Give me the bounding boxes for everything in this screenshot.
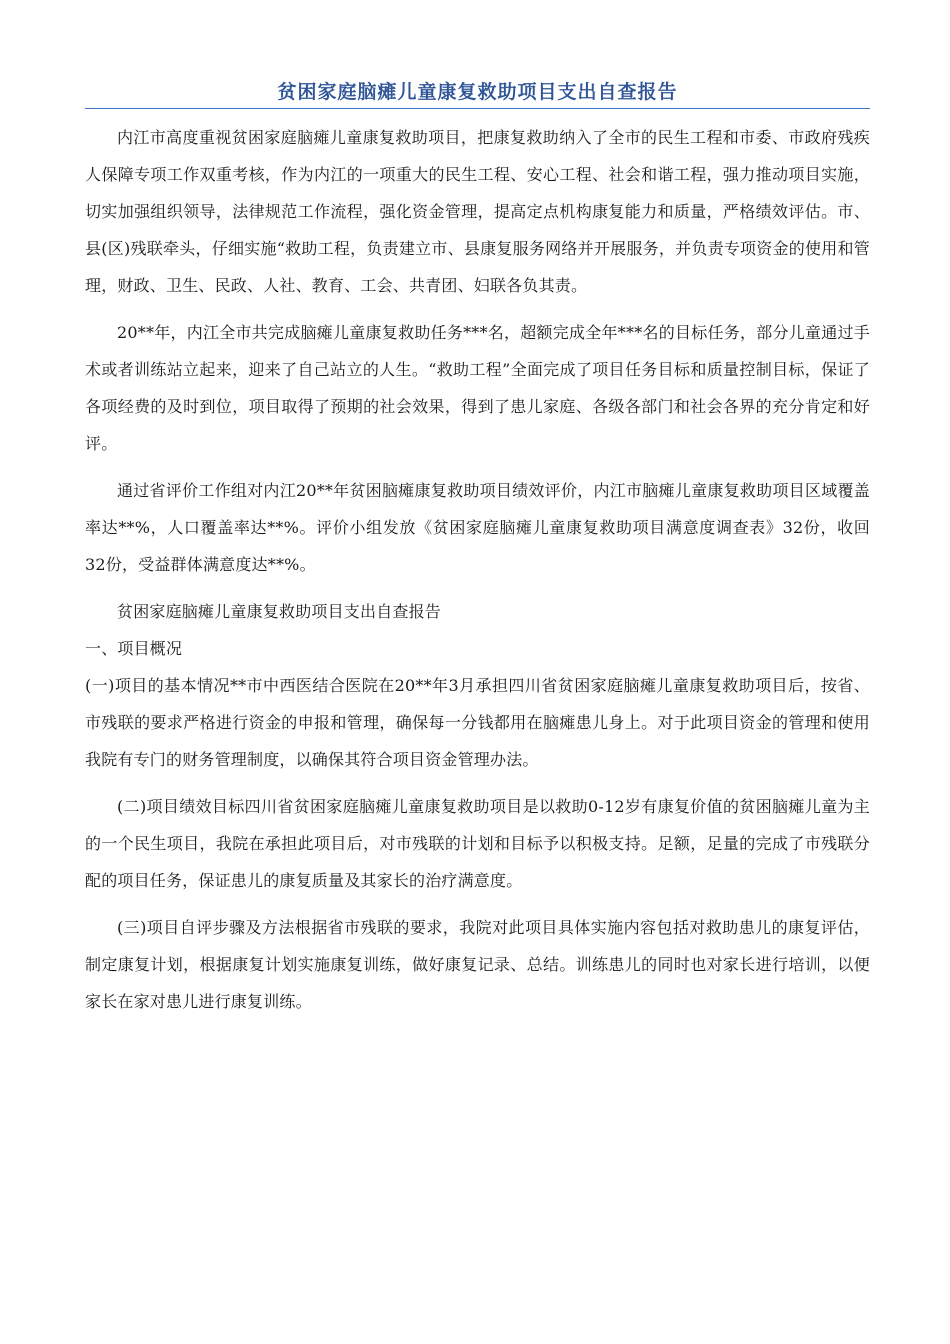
paragraph-performance-goals: (二)项目绩效目标四川省贫困家庭脑瘫儿童康复救助项目是以救助0-12岁有康复价值的贫困脑瘫儿童为主的一个民生项目，我院在承担此项目后，对市残联的计划和目标予以积极支持。足额，足量的完成了市残联分配的项目任务，保证患儿的康复质量及其家长的治疗满意度。 <box>85 797 870 890</box>
section-heading-overview: 一、项目概况 <box>85 639 183 658</box>
document-page <box>85 78 870 1030</box>
paragraph-results: 20**年，内江全市共完成脑瘫儿童康复救助任务***名，超额完成全年***名的目标任务，部分儿童通过手术或者训练站立起来，迎来了自己站立的人生。“救助工程”全面完成了项目任务目标和质量控制目标，保证了各项经费的及时到位，项目取得了预期的社会效果，得到了患儿家庭、各级各部门和社会各界的充分肯定和好评。 <box>85 323 870 453</box>
paragraph-report-heading: 贫困家庭脑瘫儿童康复救助项目支出自查报告 <box>117 602 442 621</box>
paragraph-self-evaluation: (三)项目自评步骤及方法根据省市残联的要求，我院对此项目具体实施内容包括对救助患儿的康复评估，制定康复计划，根据康复计划实施康复训练，做好康复记录、总结。训练患儿的同时也对家长进行培训，以便家长在家对患儿进行康复训练。 <box>85 918 870 1011</box>
paragraph-basic-info: (一)项目的基本情况**市中西医结合医院在20**年3月承担四川省贫困家庭脑瘫儿童康复救助项目后，按省、市残联的要求严格进行资金的申报和管理，确保每一分钱都用在脑瘫患儿身上。对于此项目资金的管理和使用我院有专门的财务管理制度，以确保其符合项目资金管理办法。 <box>85 676 870 769</box>
paragraph-intro: 内江市高度重视贫困家庭脑瘫儿童康复救助项目，把康复救助纳入了全市的民生工程和市委、市政府残疾人保障专项工作双重考核，作为内江的一项重大的民生工程、安心工程、社会和谐工程，强力推动项目实施，切实加强组织领导，法律规范工作流程，强化资金管理，提高定点机构康复能力和质量，严格绩效评估。市、县(区)残联牵头，仔细实施“救助工程，负责建立市、县康复服务网络并开展服务，并负责专项资金的使用和管理，财政、卫生、民政、人社、教育、工会、共青团、妇联各负其责。 <box>85 128 870 295</box>
paragraph-evaluation: 通过省评价工作组对内江20**年贫困脑瘫康复救助项目绩效评价，内江市脑瘫儿童康复救助项目区域覆盖率达**%，人口覆盖率达**%。评价小组发放《贫困家庭脑瘫儿童康复救助项目满意度调查表》32份，收回32份，受益群体满意度达**%。 <box>85 481 870 574</box>
document-title: 贫困家庭脑瘫儿童康复救助项目支出自查报告 <box>85 78 870 109</box>
